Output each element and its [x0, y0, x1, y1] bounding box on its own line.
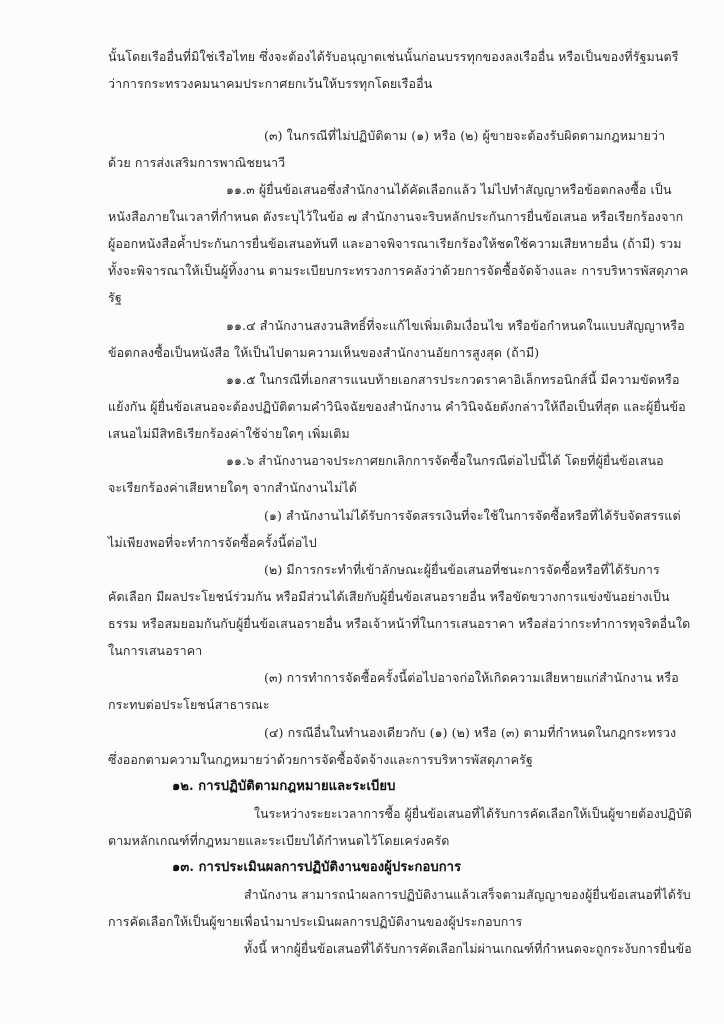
text-line: (๓) ในกรณีที่ไม่ปฏิบัติตาม (๑) หรือ (๒) ผู้ขายจะต้องรับผิดตามกฎหมายว่า: [264, 128, 666, 143]
text-line: หนังสือภายในเวลาที่กำหนด ดังระบุไว้ในข้อ ๗ สำนักงานจะริบหลักประกันการยื่นข้อเสนอ หรือเรียกร้องจาก: [108, 209, 684, 224]
text-line: จะเรียกร้องค่าเสียหายใดๆ จากสำนักงานไม่ได้: [108, 480, 358, 495]
text-line: ทั้งจะพิจารณาให้เป็นผู้ทิ้งงาน ตามระเบียบกระทรวงการคลังว่าด้วยการจัดซื้อจัดจ้างและ การบริหารพัสดุภาค: [108, 263, 689, 278]
section-heading: ๑๓. การประเมินผลการปฏิบัติงานของผู้ประกอบการ: [172, 860, 462, 875]
text-line: (๒) มีการกระทำที่เข้าลักษณะผู้ยื่นข้อเสนอที่ชนะการจัดซื้อหรือที่ได้รับการ: [264, 562, 660, 577]
text-line: ในระหว่างระยะเวลาการซื้อ ผู้ยื่นข้อเสนอที่ได้รับการคัดเลือกให้เป็นผู้ขายต้องปฏิบัติ: [254, 806, 692, 821]
text-line: กระทบต่อประโยชน์สาธารณะ: [108, 697, 270, 712]
text-line: นั้นโดยเรืออื่นที่มิใช่เรือไทย ซึ่งจะต้องได้รับอนุญาตเช่นนั้นก่อนบรรทุกของลงเรืออื่น หรือเป็นของที่รัฐมนตรี: [108, 49, 679, 64]
text-line: สำนักงาน สามารถนำผลการปฏิบัติงานแล้วเสร็จตามสัญญาของผู้ยื่นข้อเสนอที่ได้รับ: [244, 887, 691, 902]
text-line: (๔) กรณีอื่นในทำนองเดียวกับ (๑) (๒) หรือ (๓) ตามที่กำหนดในกฎกระทรวง: [264, 725, 677, 740]
text-line: ในการเสนอราคา: [108, 643, 203, 658]
text-line: การคัดเลือกให้เป็นผู้ขายเพื่อนำมาประเมินผลการปฏิบัติงานของผู้ประกอบการ: [108, 914, 523, 929]
text-line: ด้วย การส่งเสริมการพาณิชยนาวี: [108, 155, 286, 170]
text-line: ๑๑.๔ สำนักงานสงวนสิทธิ์ที่จะแก้ไขเพิ่มเติมเงื่อนไข หรือข้อกำหนดในแบบสัญญาหรือ: [226, 318, 685, 333]
text-line: ๑๑.๖ สำนักงานอาจประกาศยกเลิกการจัดซื้อในกรณีต่อไปนี้ได้ โดยที่ผู้ยื่นข้อเสนอ: [226, 453, 664, 468]
section-heading: ๑๒. การปฏิบัติตามกฎหมายและระเบียบ: [172, 779, 396, 794]
text-line: ธรรม หรือสมยอมกันกับผู้ยื่นข้อเสนอรายอื่น หรือเจ้าหน้าที่ในการเสนอราคา หรือส่อว่ากระทำการทุจริตอื่นใด: [108, 616, 691, 631]
text-line: รัฐ: [108, 290, 122, 305]
text-line: คัดเลือก มีผลประโยชน์ร่วมกัน หรือมีส่วนได้เสียกับผู้ยื่นข้อเสนอรายอื่น หรือขัดขวางการแข่งขันอย่างเป็น: [108, 589, 670, 604]
text-line: ๑๑.๕ ในกรณีที่เอกสารแนบท้ายเอกสารประกวดราคาอิเล็กทรอนิกส์นี้ มีความขัดหรือ: [226, 372, 680, 387]
text-line: เสนอไม่มีสิทธิเรียกร้องค่าใช้จ่ายใดๆ เพิ่มเติม: [108, 426, 350, 441]
text-line: ทั้งนี้ หากผู้ยื่นข้อเสนอที่ได้รับการคัดเลือกไม่ผ่านเกณฑ์ที่กำหนดจะถูกระงับการยื่นข้อ: [244, 941, 692, 956]
text-line: ๑๑.๓ ผู้ยื่นข้อเสนอซึ่งสำนักงานได้คัดเลือกแล้ว ไม่ไปทำสัญญาหรือข้อตกลงซื้อ เป็น: [226, 182, 672, 197]
text-line: ไม่เพียงพอที่จะทำการจัดซื้อครั้งนี้ต่อไป: [108, 535, 317, 550]
text-line: ว่าการกระทรวงคมนาคมประกาศยกเว้นให้บรรทุกโดยเรืออื่น: [108, 76, 433, 91]
text-line: ผู้ออกหนังสือค้ำประกันการยื่นข้อเสนอทันที และอาจพิจารณาเรียกร้องให้ชดใช้ความเสียหายอื่น (ถ้ามี) รวม: [108, 236, 682, 251]
text-line: ตามหลักเกณฑ์ที่กฎหมายและระเบียบได้กำหนดไว้โดยเคร่งครัด: [108, 833, 450, 848]
text-line: ข้อตกลงซื้อเป็นหนังสือ ให้เป็นไปตามความเห็นของสำนักงานอัยการสูงสุด (ถ้ามี): [108, 345, 540, 360]
text-line: (๑) สำนักงานไม่ได้รับการจัดสรรเงินที่จะใช้ในการจัดซื้อหรือที่ได้รับจัดสรรแต่: [264, 508, 681, 523]
text-line: แย้งกัน ผู้ยื่นข้อเสนอจะต้องปฏิบัติตามคำวินิจฉัยของสำนักงาน คำวินิจฉัยดังกล่าวให้ถือเป็นที่สุด และผู้ยื่นข้อ: [108, 399, 686, 414]
text-line: (๓) การทำการจัดซื้อครั้งนี้ต่อไปอาจก่อให้เกิดความเสียหายแก่สำนักงาน หรือ: [264, 670, 679, 685]
text-line: ซึ่งออกตามความในกฎหมายว่าด้วยการจัดซื้อจัดจ้างและการบริหารพัสดุภาครัฐ: [108, 752, 533, 767]
